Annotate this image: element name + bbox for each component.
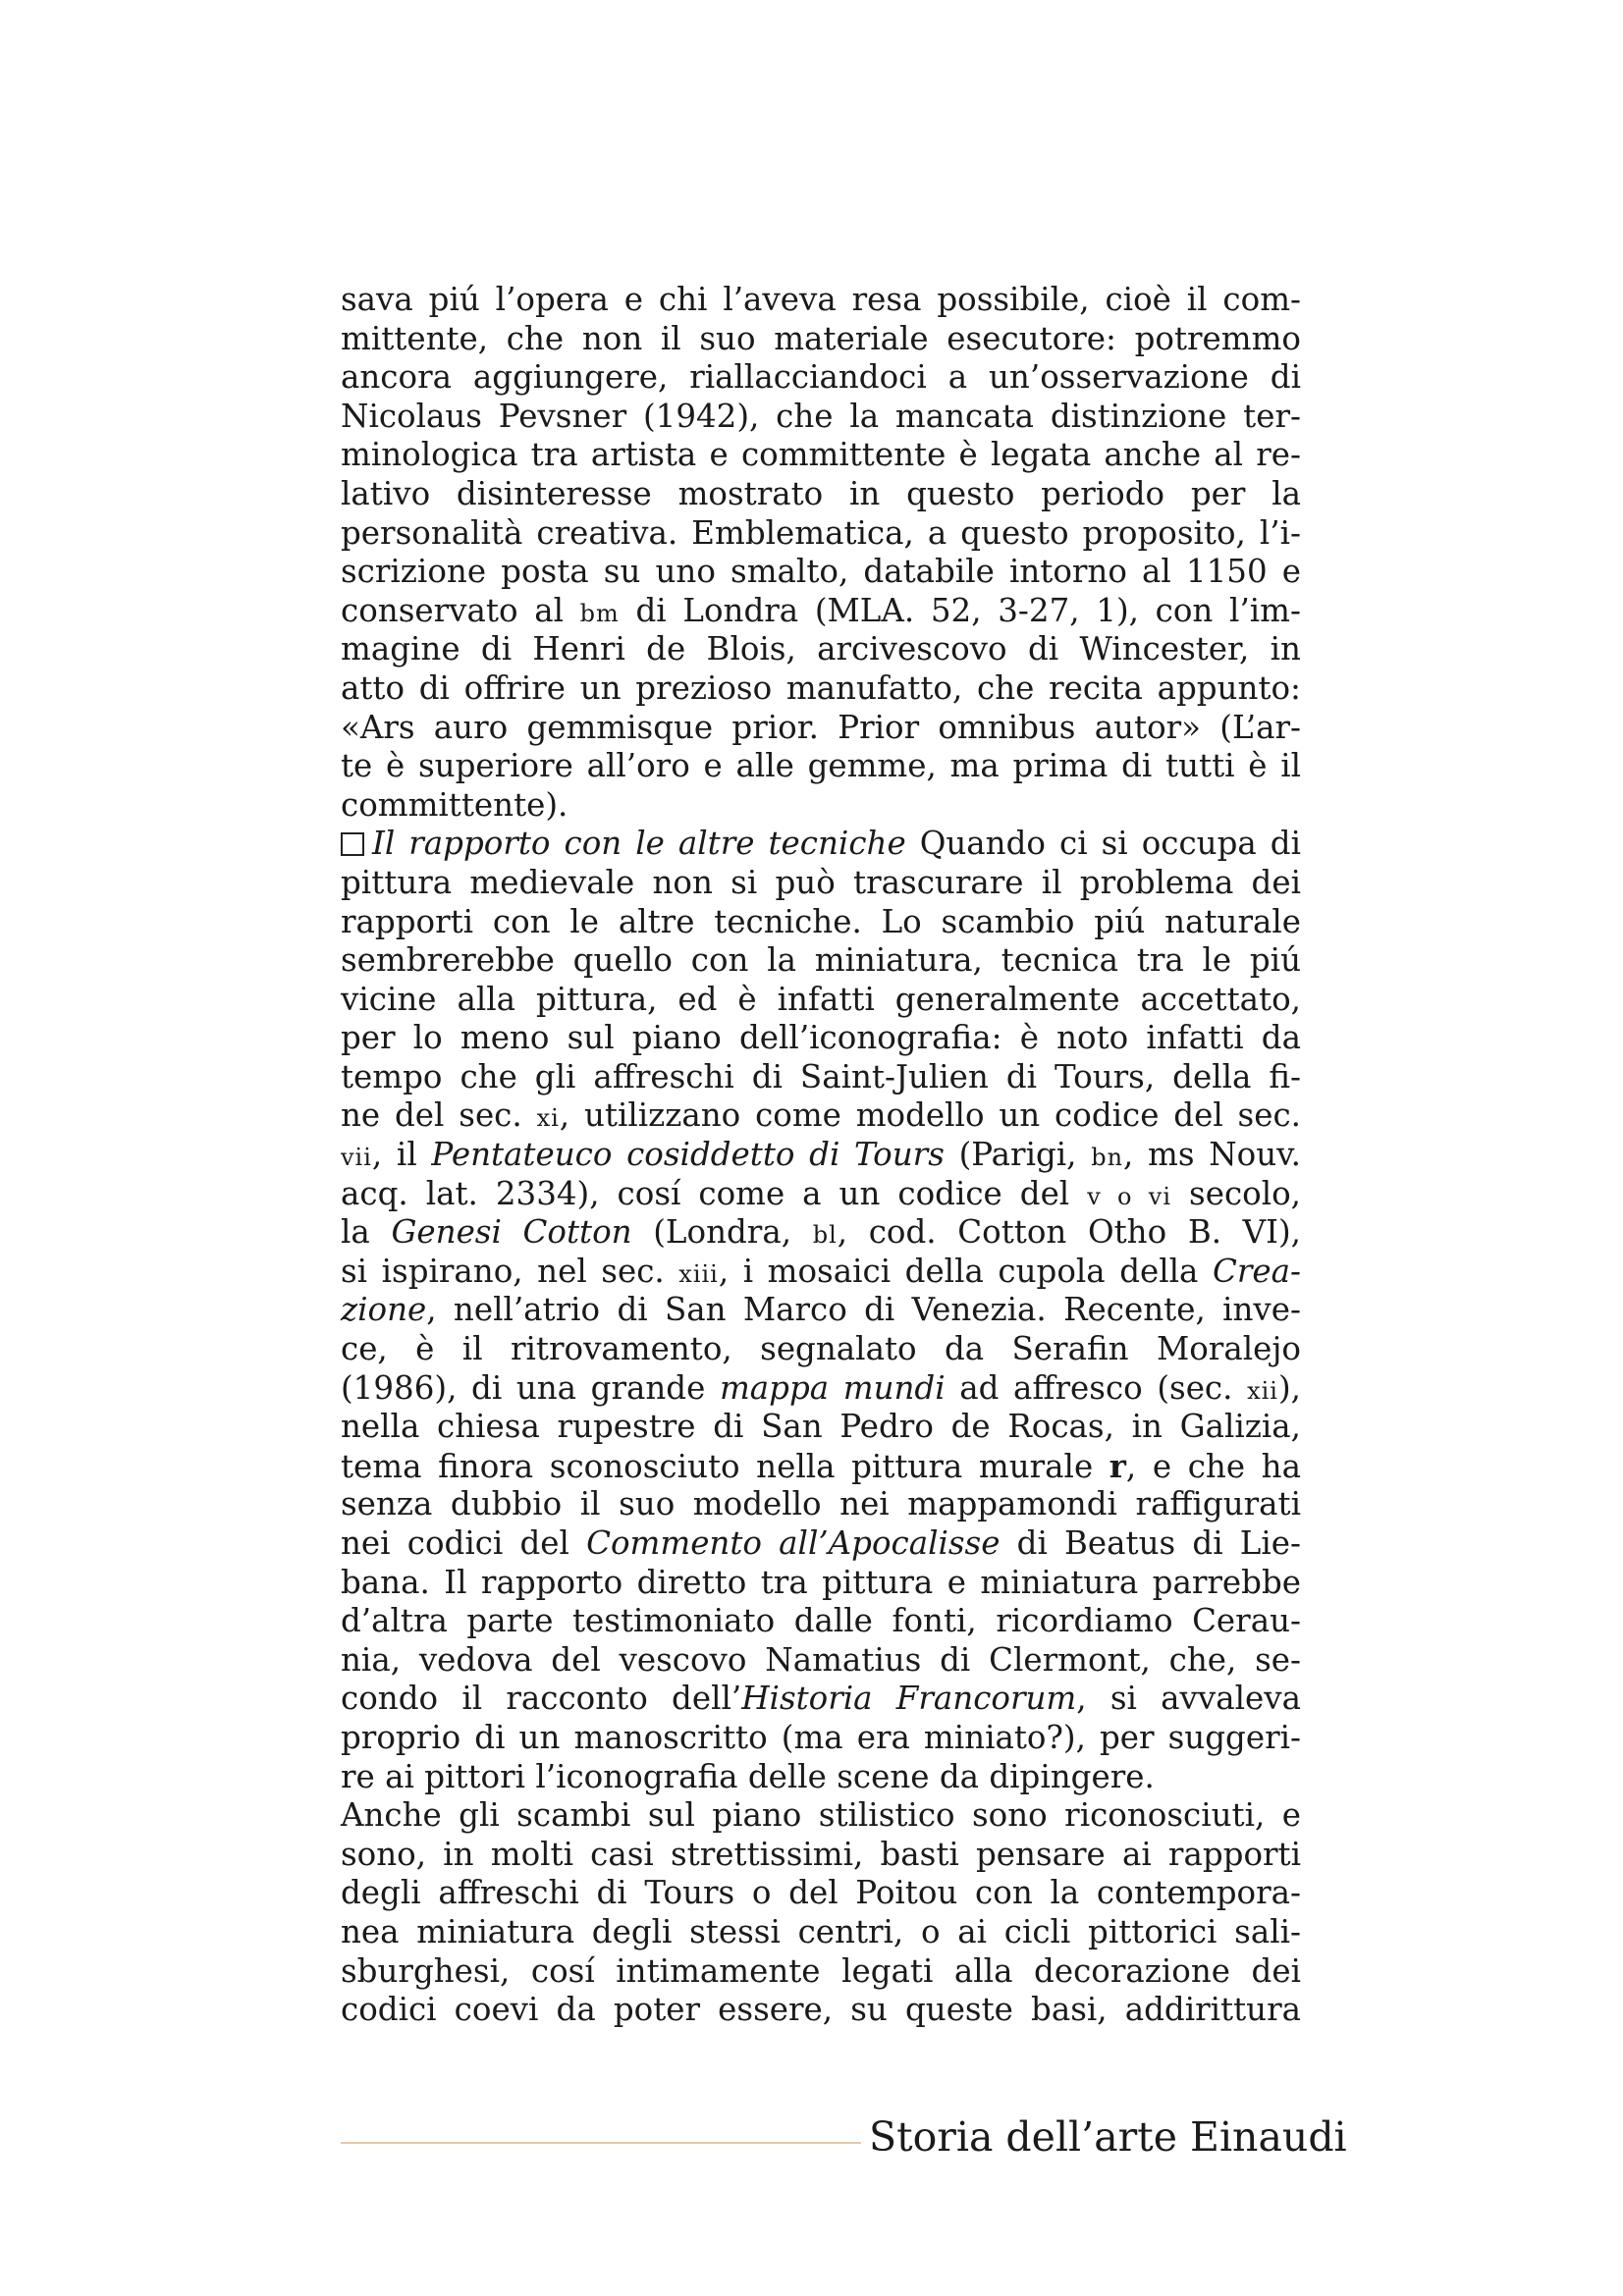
- text-line: minologica tra artista e committente è legata anche al re-: [341, 436, 1301, 474]
- text-run: la: [341, 1213, 370, 1252]
- text-line: ce, è il ritrovamento, segnalato da Serafin Moralejo: [341, 1330, 1301, 1368]
- text-run: , ms Nouv.: [1123, 1136, 1302, 1174]
- text-run: , il: [371, 1136, 417, 1174]
- text-line: lativo disinteresse mostrato in questo periodo per la: [341, 474, 1301, 512]
- text-line: «Ars auro gemmisque prior. Prior omnibus autor» (L’ar-: [341, 708, 1301, 746]
- text-run: , i mosaici della cupola della: [718, 1252, 1199, 1290]
- text-line: [341, 1291, 1301, 1330]
- text-run: di Londra (MLA. 52, 3-27, 1), con l’im-: [635, 591, 1301, 629]
- italic-title: Pentateuco cosiddetto di Tours: [431, 1136, 945, 1174]
- text-line: sembrerebbe quello con la miniatura, tecnica tra le piú: [341, 941, 1301, 980]
- text-run: , nell’atrio di San Marco di Venezia. Recente, inve-: [426, 1291, 1301, 1329]
- footer-title: Storia dell’arte Einaudi: [869, 2113, 1347, 2161]
- abbreviation: vii: [341, 1144, 372, 1172]
- text-line: vicine alla pittura, ed è infatti generalmente accettato,: [341, 980, 1301, 1018]
- abbreviation: v o vi: [1087, 1182, 1172, 1210]
- text-line: codici coevi da poter essere, su queste basi, addirittura: [341, 1991, 1301, 2029]
- text-line: [341, 1175, 1301, 1214]
- text-line: ancora aggiungere, riallacciandoci a un’osservazione di: [341, 358, 1301, 397]
- section-heading: Il rapporto con le altre tecniche: [372, 825, 906, 863]
- text-run: si ispirano, nel sec.: [341, 1252, 665, 1290]
- text-run: condo il racconto dell’: [341, 1680, 742, 1718]
- text-line: per lo meno sul piano dell’iconografia: è noto infatti da: [341, 1019, 1301, 1057]
- italic-title: Commento all’Apocalisse: [586, 1524, 1001, 1562]
- text-line: tempo che gli affreschi di Saint-Julien di Tours, della fi-: [341, 1057, 1301, 1095]
- text-line: committente).: [341, 785, 568, 824]
- abbreviation: bl: [812, 1221, 838, 1250]
- text-run: secolo,: [1189, 1174, 1302, 1212]
- section-box-icon: [341, 832, 364, 856]
- italic-title: zione: [341, 1291, 427, 1329]
- text-line: [341, 1524, 1301, 1564]
- italic-title: Genesi Cotton: [391, 1213, 632, 1252]
- abbreviation: xiii: [678, 1259, 719, 1288]
- text-run: , si avvaleva: [1076, 1680, 1301, 1718]
- abbreviation: xi: [536, 1104, 560, 1133]
- text-line: senza dubbio il suo modello nei mappamondi raffigurati: [341, 1485, 1301, 1523]
- text-line: mittente, che non il suo materiale esecutore: potremmo: [341, 319, 1301, 357]
- text-line: bana. Il rapporto diretto tra pittura e miniatura parrebbe: [341, 1563, 1301, 1601]
- text-run: di Beatus di Lie-: [1016, 1524, 1301, 1562]
- text-run: , cod. Cotton Otho B. VI),: [837, 1213, 1301, 1252]
- text-line: [341, 1253, 1301, 1292]
- text-line: [341, 592, 1301, 631]
- text-line: [341, 1213, 1301, 1253]
- text-line: degli affreschi di Tours o del Poitou con la contempora-: [341, 1874, 1301, 1912]
- abbreviation: bn: [1091, 1144, 1124, 1172]
- text-line: [341, 1369, 1301, 1409]
- text-line: magine di Henri de Blois, arcivescovo di Wincester, in: [341, 630, 1301, 668]
- text-line: d’altra parte testimoniato dalle fonti, ricordiamo Cerau-: [341, 1602, 1301, 1640]
- text-line: [341, 1447, 1301, 1486]
- text-line: pittura medievale non si può trascurare il problema dei: [341, 863, 1301, 901]
- text-line: [341, 1136, 1301, 1175]
- text-run: (Parigi,: [958, 1136, 1077, 1174]
- italic-title: Crea-: [1212, 1252, 1301, 1290]
- text-run: tema finora sconosciuto nella pittura murale: [341, 1447, 1094, 1485]
- text-line: sava piú l’opera e chi l’aveva resa possibile, cioè il com-: [341, 281, 1301, 318]
- text-line: nia, vedova del vescovo Namatius di Clermont, che, se-: [341, 1640, 1301, 1679]
- body-text: [341, 281, 1301, 2030]
- text-run: (Londra,: [653, 1213, 792, 1252]
- text-run: ad affresco (sec.: [959, 1368, 1233, 1407]
- footer-rule: [341, 2142, 861, 2144]
- text-run: ne del sec.: [341, 1096, 522, 1135]
- text-line: [341, 1680, 1301, 1719]
- italic-title: mappa mundi: [719, 1368, 946, 1407]
- section-heading-line: [341, 825, 1301, 864]
- text-line: rapporti con le altre tecniche. Lo scambio piú naturale: [341, 902, 1301, 940]
- text-line: re ai pittori l’iconografia delle scene da dipingere.: [341, 1757, 1155, 1795]
- italic-title: Historia Francorum: [741, 1680, 1077, 1718]
- text-run: Quando ci si occupa di: [919, 825, 1301, 863]
- text-line: personalità creativa. Emblematica, a questo proposito, l’i-: [341, 513, 1301, 552]
- text-line: proprio di un manoscritto (ma era miniato?), per suggeri-: [341, 1718, 1301, 1756]
- text-line: nella chiesa rupestre di San Pedro de Rocas, in Galizia,: [341, 1408, 1301, 1446]
- text-line: atto di offrire un prezioso manufatto, che recita appunto:: [341, 668, 1301, 707]
- text-run: , utilizzano come modello un codice del sec.: [559, 1096, 1301, 1135]
- text-run: (1986), di una grande: [341, 1368, 706, 1407]
- text-run: acq. lat. 2334), cosí come a un codice del: [341, 1174, 1070, 1212]
- text-line: Anche gli scambi sul piano stilistico sono riconosciuti, e: [341, 1796, 1301, 1835]
- text-line: sono, in molti casi strettissimi, basti pensare ai rapporti: [341, 1835, 1301, 1873]
- text-run: , e che ha: [1125, 1447, 1301, 1485]
- text-run: nei codici del: [341, 1524, 569, 1562]
- text-run: ),: [1277, 1368, 1301, 1407]
- text-line: scrizione posta su uno smalto, databile intorno al 1150 e: [341, 553, 1301, 591]
- text-run: conservato al: [341, 591, 564, 629]
- text-line: Nicolaus Pevsner (1942), che la mancata distinzione ter-: [341, 397, 1301, 435]
- text-line: [341, 1096, 1301, 1136]
- abbreviation: xii: [1247, 1376, 1278, 1405]
- text-line: nea miniatura degli stessi centri, o ai cicli pittorici sali-: [341, 1912, 1301, 1950]
- text-line: te è superiore all’oro e alle gemme, ma prima di tutti è il: [341, 747, 1301, 785]
- cross-reference: r: [1109, 1446, 1126, 1485]
- abbreviation: bm: [579, 599, 620, 627]
- text-line: sburghesi, cosí intimamente legati alla decorazione dei: [341, 1951, 1301, 1990]
